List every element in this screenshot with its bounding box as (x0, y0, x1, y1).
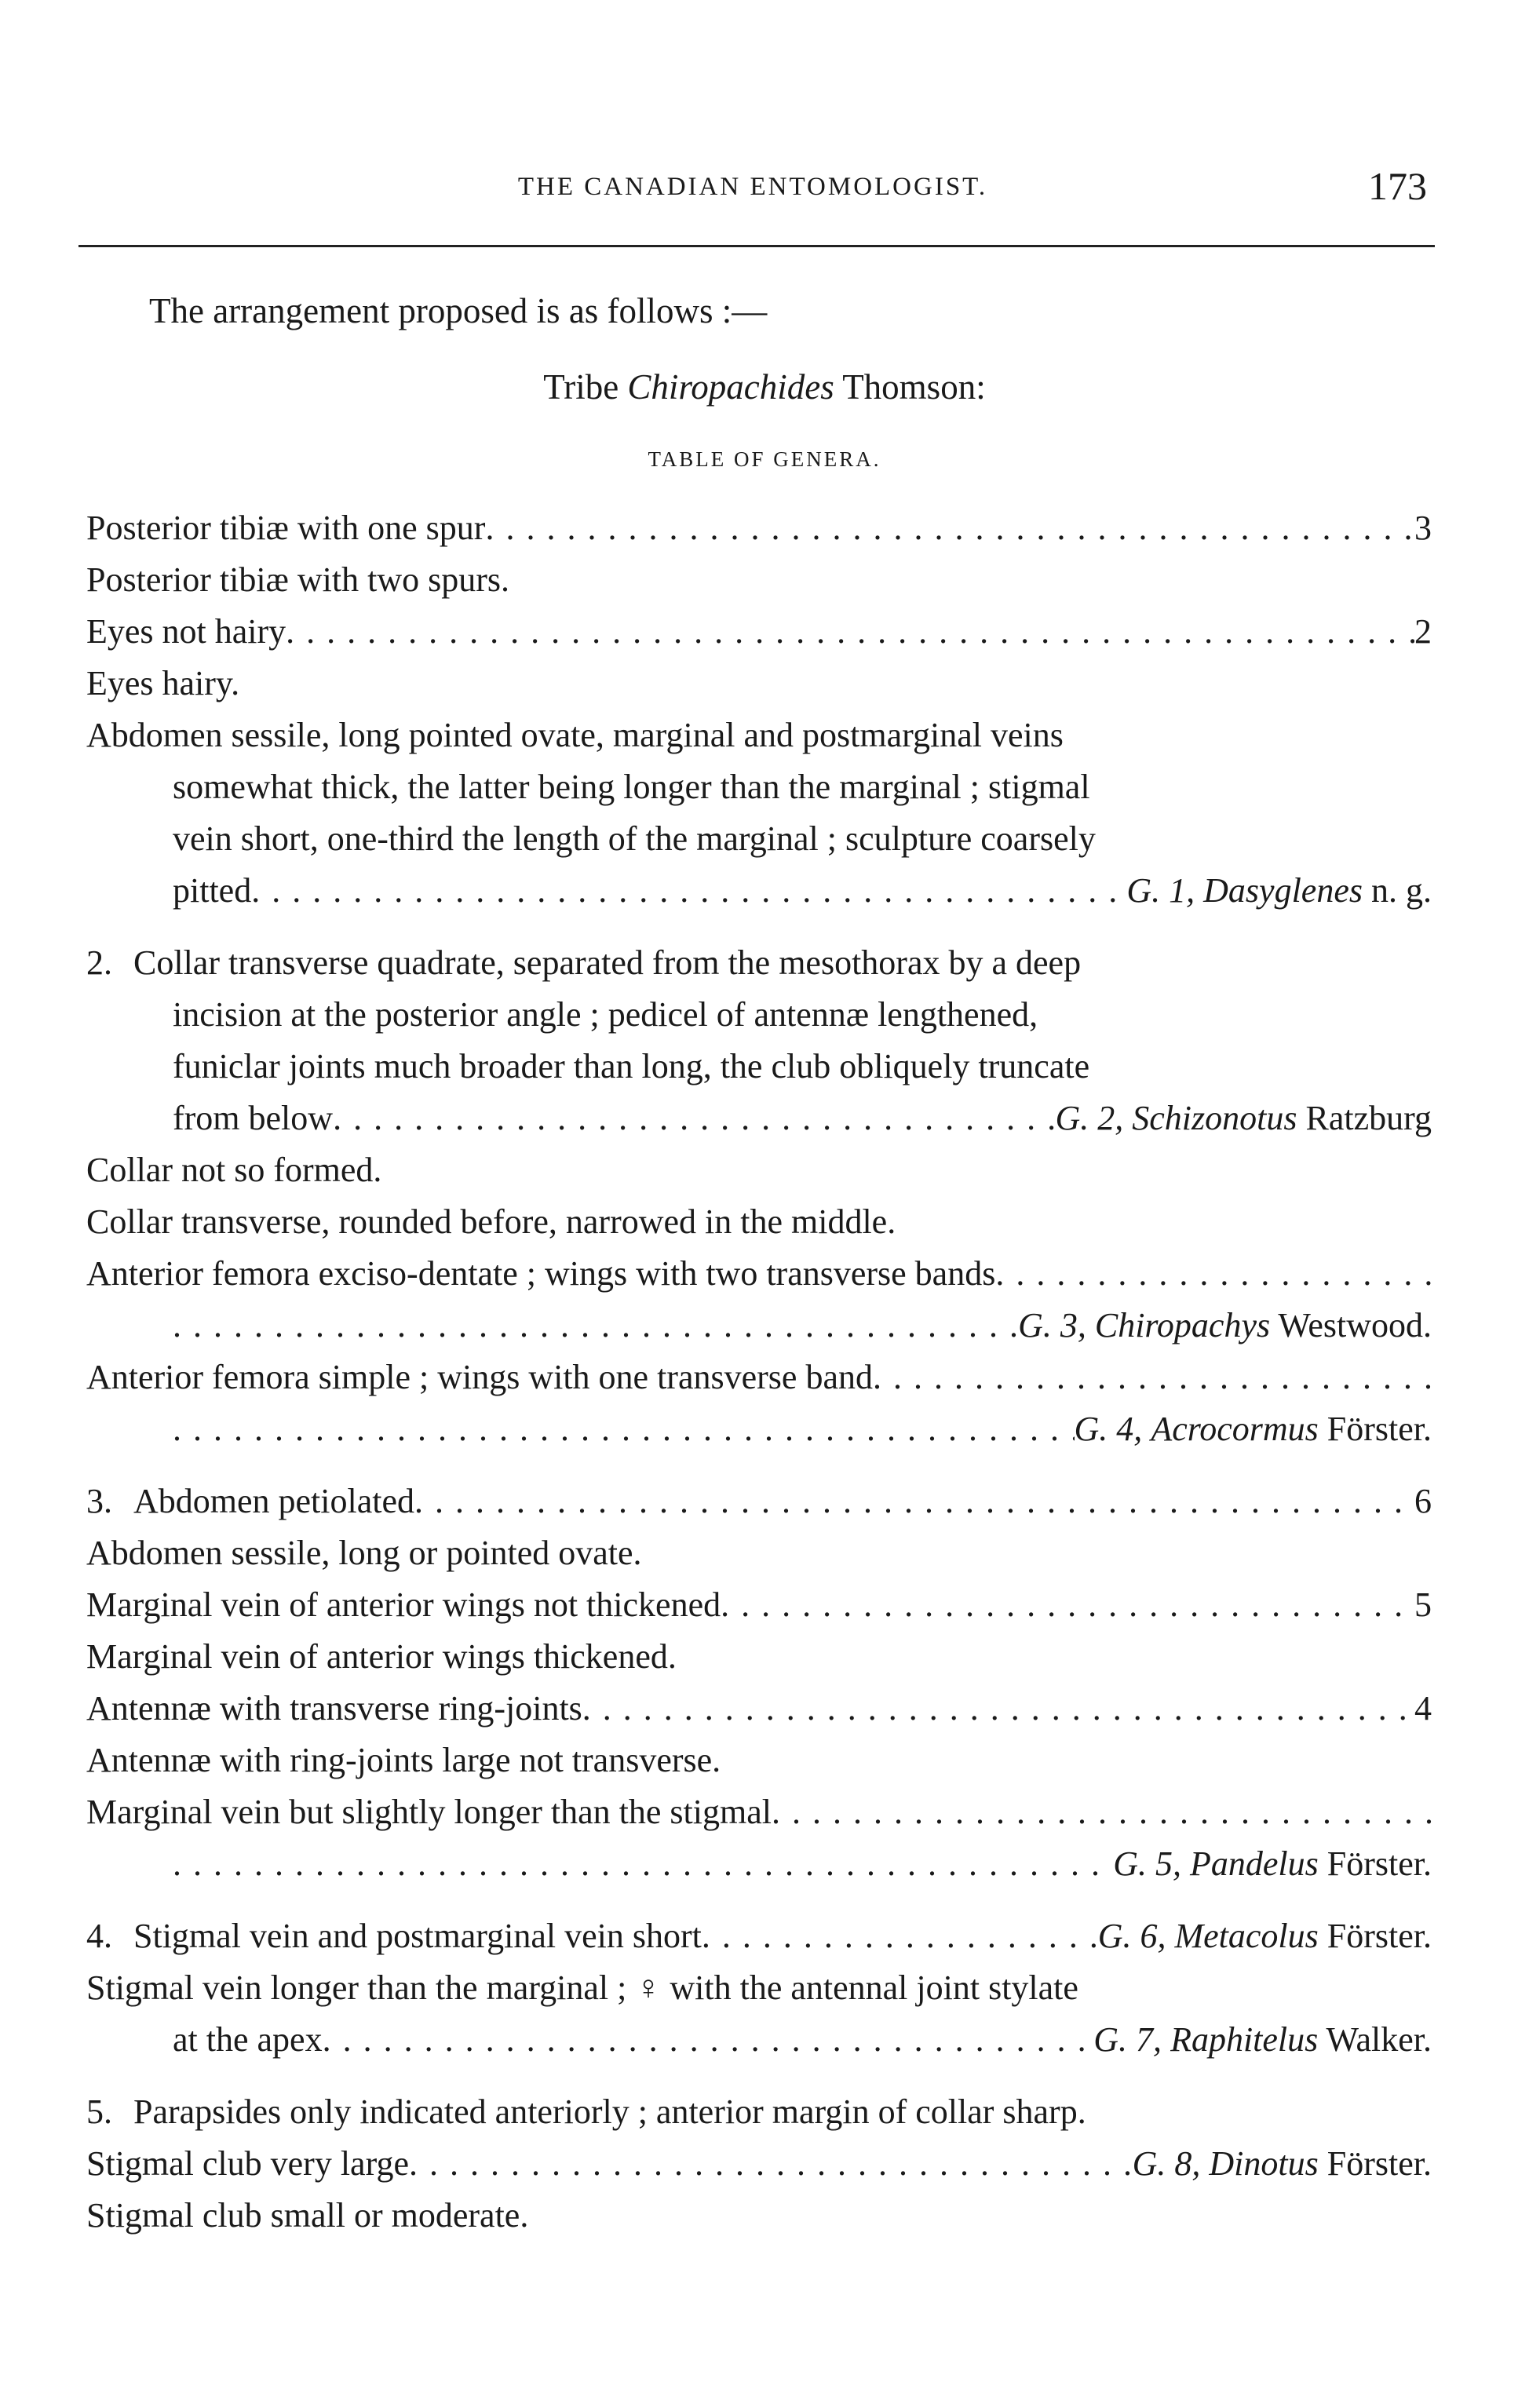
key-line (86, 1838, 1432, 1890)
genus-entry: G. 1, Dasyglenes n. g. (1126, 871, 1432, 910)
key-line: Stigmal vein longer than the marginal ; ♀ with the antennal joint stylate (86, 1968, 1078, 2007)
key-line: vein short, one-third the length of the marginal ; sculpture coarsely (173, 819, 1096, 858)
intro-sentence: The arrangement proposed is as follows :— (149, 291, 768, 330)
genus-entry: G. 3, Chiropachys Westwood. (1018, 1306, 1432, 1344)
key-line: Antennæ with transverse ring-joints . . . 4 (86, 1683, 1432, 1735)
couplet-ref: 2 (1414, 612, 1432, 651)
key-line: Collar transverse, rounded before, narrowed in the middle. (86, 1202, 896, 1241)
key-line: Abdomen sessile, long or pointed ovate. (86, 1534, 642, 1572)
dot-leader (772, 1786, 1432, 1838)
couplet-3 (86, 1476, 1432, 1890)
key-line: Marginal vein of anterior wings not thickened . . . 5 (86, 1579, 1432, 1631)
dot-leader (582, 1683, 1414, 1735)
dot-leader (873, 1352, 1432, 1403)
couplet-4 (86, 1910, 1432, 2066)
dot-leader (995, 1248, 1432, 1300)
couplet-number: 5. (86, 2092, 112, 2131)
dot-leader (702, 1910, 1098, 1962)
couplet-number: 3. (86, 1482, 112, 1520)
key-line: Eyes hairy. (86, 664, 240, 702)
dot-leader (414, 1476, 1414, 1527)
table-heading: TABLE OF GENERA. (648, 447, 881, 471)
key-line: Marginal vein of anterior wings thickened. (86, 1637, 677, 1676)
couplet-number: 2. (86, 943, 112, 982)
couplet-ref: 4 (1414, 1689, 1432, 1728)
key-line: Anterior femora simple ; wings with one transverse band . . . (86, 1352, 1432, 1403)
key-line: somewhat thick, the latter being longer than the marginal ; stigmal (173, 768, 1090, 806)
couplet-ref: 6 (1414, 1482, 1432, 1520)
key-line: pitted . . . G. 1, Dasyglenes n. g. (86, 865, 1432, 917)
key-line: incision at the posterior angle ; pedicel of antennæ lengthened, (173, 995, 1038, 1034)
genus-entry: G. 4, Acrocormus Förster. (1074, 1410, 1432, 1448)
key-line: 2. Collar transverse quadrate, separated from the mesothorax by a deep (86, 937, 1432, 989)
dot-leader (173, 1403, 1075, 1455)
key-line: Stigmal club very large . . . G. 8, Dinotus Förster. (86, 2138, 1432, 2190)
dot-leader (286, 606, 1414, 658)
running-head: THE CANADIAN ENTOMOLOGIST. (517, 173, 988, 201)
header-rule (78, 245, 1435, 247)
dot-leader (485, 502, 1414, 554)
key-line: 5. Parapsides only indicated anteriorly ; anterior margin of collar sharp. (86, 2086, 1432, 2138)
key-line: Antennæ with ring-joints large not transverse. (86, 1741, 721, 1779)
couplet-number: 4. (86, 1917, 112, 1955)
genus-entry: G. 5, Pandelus Förster. (1113, 1844, 1432, 1883)
genus-entry: G. 7, Raphitelus Walker. (1093, 2020, 1432, 2059)
key-line: funiclar joints much broader than long, the club obliquely truncate (173, 1047, 1090, 1085)
dot-leader (251, 865, 1126, 917)
genera-key (86, 502, 1432, 2262)
tribe-heading (0, 367, 1529, 407)
genus-entry: G. 2, Schizonotus Ratzburg (1055, 1099, 1432, 1137)
key-line: 3. Abdomen petiolated . . . 6 (86, 1476, 1432, 1527)
couplet-1 (86, 502, 1432, 917)
couplet-2 (86, 937, 1432, 1455)
key-line: Eyes not hairy . . . 2 (86, 606, 1432, 658)
key-line: 4. Stigmal vein and postmarginal vein short . . . G. 6, Metacolus Förster. (86, 1910, 1432, 1962)
couplet-5 (86, 2086, 1432, 2242)
key-line: Posterior tibiæ with two spurs. (86, 560, 510, 599)
tribe-prefix: Tribe (543, 367, 619, 407)
page-number: 173 (1368, 164, 1427, 208)
dot-leader (323, 2014, 1094, 2066)
dot-leader (173, 1838, 1113, 1890)
tribe-author: Thomson: (842, 367, 986, 407)
key-line: Stigmal club small or moderate. (86, 2196, 529, 2235)
dot-leader (173, 1300, 1018, 1352)
key-line (86, 1300, 1432, 1352)
dot-leader (333, 1093, 1055, 1144)
tribe-name: Chiropachides (627, 367, 834, 407)
key-line: Posterior tibiæ with one spur . . . 3 (86, 502, 1432, 554)
key-line: Anterior femora exciso-dentate ; wings with two transverse bands . . . (86, 1248, 1432, 1300)
page-header (78, 157, 1427, 220)
genus-entry: G. 6, Metacolus Förster. (1097, 1917, 1432, 1955)
key-line (86, 1403, 1432, 1455)
genus-entry: G. 8, Dinotus Förster. (1132, 2144, 1432, 2183)
dot-leader (721, 1579, 1414, 1631)
couplet-ref: 5 (1414, 1585, 1432, 1624)
dot-leader (409, 2138, 1133, 2190)
key-line: Abdomen sessile, long pointed ovate, marginal and postmarginal veins (86, 716, 1064, 754)
couplet-ref: 3 (1414, 509, 1432, 547)
key-line: Collar not so formed. (86, 1151, 382, 1189)
key-line: at the apex . . . G. 7, Raphitelus Walker. (86, 2014, 1432, 2066)
key-line: from below . . . G. 2, Schizonotus Ratzburg (86, 1093, 1432, 1144)
key-line: Marginal vein but slightly longer than the stigmal . . . (86, 1786, 1432, 1838)
